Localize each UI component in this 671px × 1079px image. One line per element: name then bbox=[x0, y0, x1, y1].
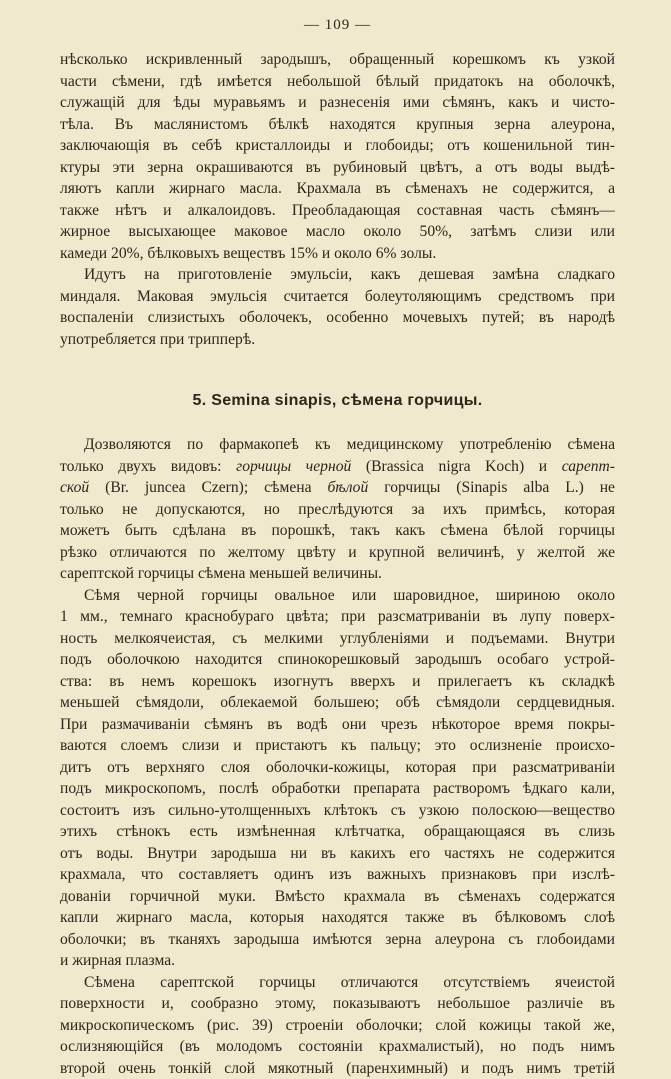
text-line: второй очень тонкій слой мякотный (паренхимный) и подъ нимъ третій bbox=[60, 1058, 615, 1079]
text-line: камеди 20%, бѣлковыхъ веществъ 15% и около 6% золы. bbox=[60, 243, 615, 265]
text-line: Дозволяются по фармакопеѣ къ медицинскому употребленію сѣмена bbox=[60, 434, 615, 456]
text-line-mixed bbox=[60, 456, 615, 478]
text-line: Сѣмена сарептской горчицы отличаются отсутствіемъ ячеистой bbox=[60, 972, 615, 994]
text-line-mixed bbox=[60, 477, 615, 499]
text-fragment: (Br. juncea Czern); сѣмена bbox=[105, 479, 311, 496]
text-block-mustard bbox=[60, 434, 615, 1079]
text-line: состоитъ изъ сильно-утолщенныхъ клѣтокъ съ узкою полоскою—вещество bbox=[60, 800, 615, 822]
italic-term: ской bbox=[60, 479, 89, 496]
text-line: дованіи горчичной муки. Вмѣсто крахмала въ сѣменахъ содержатся bbox=[60, 886, 615, 908]
text-line: нѣсколько искривленный зародышъ, обращенный корешкомъ къ узкой bbox=[60, 49, 615, 71]
text-line: рѣзко отличаются по желтому цвѣту и крупной величинѣ, у желтой же bbox=[60, 542, 615, 564]
text-line: дитъ отъ верхняго слоя оболочки-кожицы, которая при разсматриваніи bbox=[60, 757, 615, 779]
text-line: сарептской горчицы сѣмена меньшей величины. bbox=[60, 563, 615, 585]
text-line: При размачиваніи сѣмянъ въ водѣ они чрезъ нѣкоторое время покры- bbox=[60, 714, 615, 736]
text-line: оболочки; въ тканяхъ зародыша имѣются зерна алеурона съ глобоидами bbox=[60, 929, 615, 951]
text-line: микроскопическомъ (рис. 39) строеніи оболочки; слой кожицы такой же, bbox=[60, 1015, 615, 1037]
text-line: заключающія въ себѣ кристаллоиды и глобоиды; отъ кошенильной тин- bbox=[60, 135, 615, 157]
spacer bbox=[60, 350, 615, 390]
section-heading: 5. Semina sinapis, сѣмена горчицы. bbox=[60, 390, 615, 412]
page-number: — 109 — bbox=[60, 18, 615, 33]
text-line: части сѣмени, гдѣ имѣется небольшой бѣлый придатокъ на оболочкѣ, bbox=[60, 71, 615, 93]
text-line: Сѣмя черной горчицы овальное или шаровидное, шириною около bbox=[60, 585, 615, 607]
text-line: ктуры эти зерна окрашиваются въ рубиновый цвѣтъ, а отъ воды выдѣ- bbox=[60, 157, 615, 179]
text-line: только не допускаются, но преслѣдуются за ихъ примѣсь, которая bbox=[60, 499, 615, 521]
text-line: 1 мм., темнаго краснобураго цвѣта; при разсматриваніи въ лупу поверх- bbox=[60, 606, 615, 628]
text-line: отъ воды. Внутри зародыша ни въ какихъ его частяхъ не содержится bbox=[60, 843, 615, 865]
text-line: поверхности и, сообразно этому, показываютъ небольшое различіе въ bbox=[60, 993, 615, 1015]
text-line: ляютъ капли жирнаго масла. Крахмала въ сѣменахъ не содержится, а bbox=[60, 178, 615, 200]
text-line: тѣла. Въ маслянистомъ бѣлкѣ находятся крупныя зерна алеурона, bbox=[60, 114, 615, 136]
text-line: подъ оболочкою находится спинокорешковый зародышъ особаго устрой- bbox=[60, 649, 615, 671]
text-line: этихъ стѣнокъ есть измѣненная клѣтчатка, обращающаяся въ слизь bbox=[60, 821, 615, 843]
text-line: ваются слоемъ слизи и пристаютъ къ пальцу; это ослизненіе происхо- bbox=[60, 735, 615, 757]
text-line: ства: въ немъ корешокъ изогнутъ вверхъ и прилегаетъ къ складкѣ bbox=[60, 671, 615, 693]
text-fragment: горчицы (Sinapis alba L.) не bbox=[384, 479, 615, 496]
text-line: также нѣтъ и алкалоидовъ. Преобладающая составная часть сѣмянъ— bbox=[60, 200, 615, 222]
text-fragment: (Brassica nigra Koch) и bbox=[366, 458, 547, 475]
italic-term: горчицы черной bbox=[236, 458, 351, 475]
text-line: капли жирнаго масла, которыя находятся также въ бѣлковомъ слоѣ bbox=[60, 907, 615, 929]
text-line: можетъ быть сдѣлана въ порошкѣ, такъ какъ сѣмена бѣлой горчицы bbox=[60, 520, 615, 542]
text-line: служащій для ѣды муравьямъ и разнесенія ими сѣмянъ, какъ и чисто- bbox=[60, 92, 615, 114]
italic-term: сарепт- bbox=[562, 458, 615, 475]
text-line: жирное высыхающее маковое масло около 50%, затѣмъ слизи или bbox=[60, 221, 615, 243]
text-line: меньшей сѣмядоли, облекаемой большею; обѣ сѣмядоли сердцевидныя. bbox=[60, 692, 615, 714]
text-block-poppy bbox=[60, 49, 615, 350]
text-line: ность мелкоячеистая, съ мелкими углубленіями и подъемами. Внутри bbox=[60, 628, 615, 650]
text-line: Идутъ на приготовленіе эмульсіи, какъ дешевая замѣна сладкаго bbox=[60, 264, 615, 286]
text-line: миндаля. Маковая эмульсія считается болеутоляющимъ средствомъ при bbox=[60, 286, 615, 308]
italic-term: бѣлой bbox=[327, 479, 368, 496]
text-line: подъ микроскопомъ, послѣ обработки препарата растворомъ ѣдкаго кали, bbox=[60, 778, 615, 800]
text-line: крахмала, что составляетъ одинъ изъ важныхъ признаковъ при изслѣ- bbox=[60, 864, 615, 886]
text-line: и жирная плазма. bbox=[60, 950, 615, 972]
text-line: воспаленіи слизистыхъ оболочекъ, особенно мочевыхъ путей; въ народѣ bbox=[60, 307, 615, 329]
text-fragment: только двухъ видовъ: bbox=[60, 458, 222, 475]
text-line: употребляется при трипперѣ. bbox=[60, 329, 615, 351]
text-line: ослизняющійся (въ молодомъ состояніи крахмалистый), но подъ нимъ bbox=[60, 1036, 615, 1058]
spacer bbox=[60, 412, 615, 434]
